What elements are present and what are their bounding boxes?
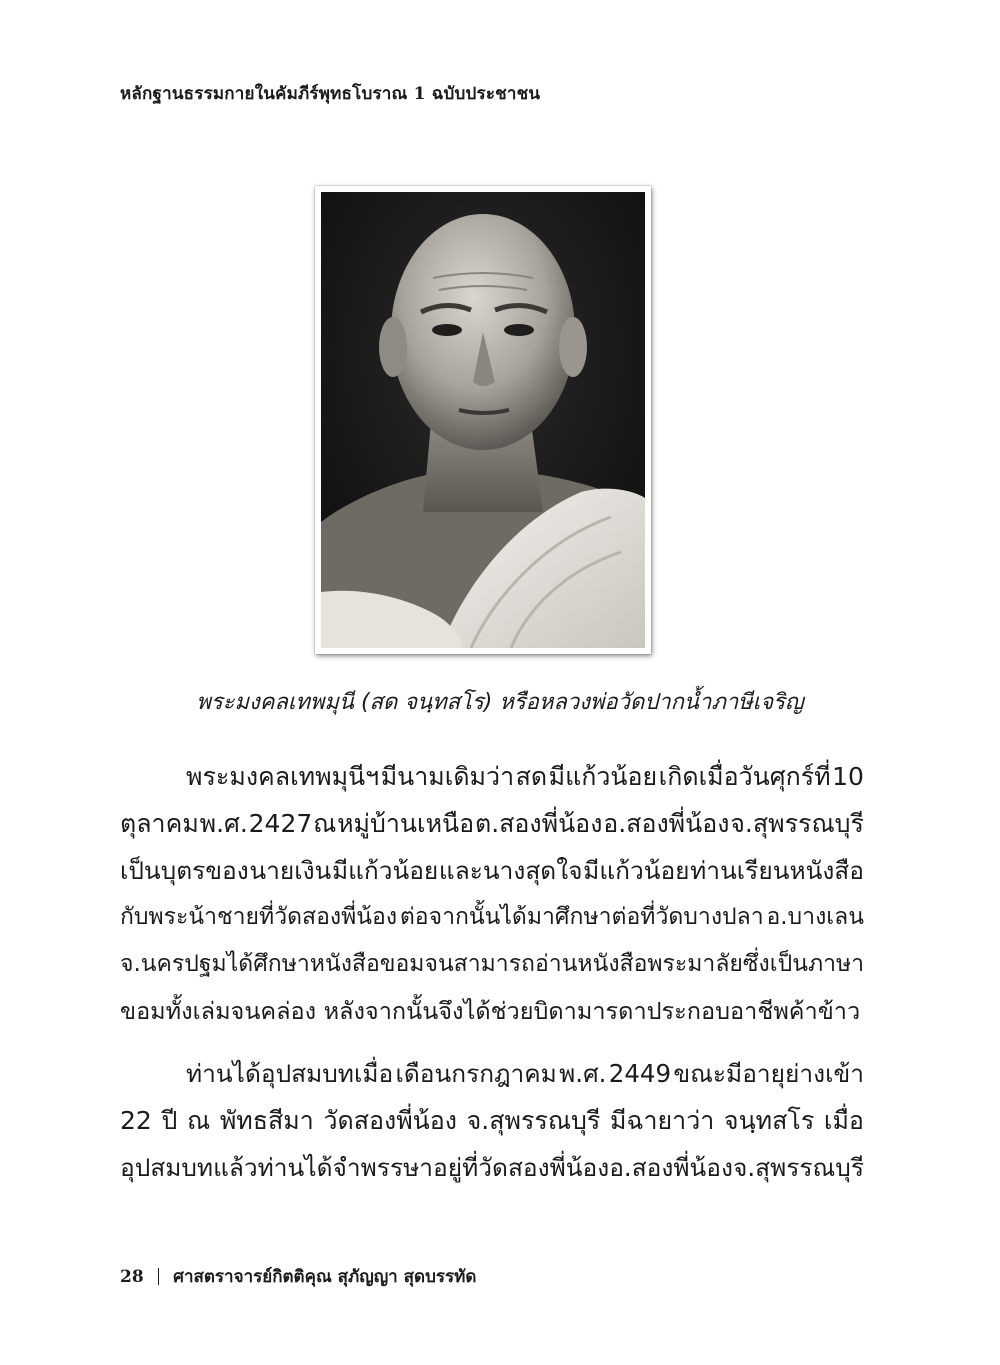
- word: ซึ่งเป็นภาษา: [742, 951, 865, 977]
- paragraph-line: [120, 800, 864, 847]
- page-footer: [120, 1263, 476, 1290]
- word: วัดสองพี่น้อง: [323, 1106, 457, 1135]
- word: 2427: [248, 809, 313, 838]
- word: สด: [515, 762, 548, 791]
- word: ณ: [313, 809, 337, 838]
- word: พ.ศ.: [199, 809, 248, 838]
- paragraph-line: [120, 988, 864, 1035]
- paragraph-2: [120, 1050, 864, 1191]
- word: จนฺทสโร: [723, 1106, 815, 1135]
- word: ท่านได้อุปสมบทเมื่อ: [186, 1059, 394, 1088]
- word: ณ: [186, 1106, 211, 1135]
- word: ต่อจากนั้นได้มาศึกษาต่อที่วัดบางปลา: [399, 904, 764, 930]
- paragraph-line: [120, 1144, 864, 1191]
- paragraph-line: [120, 1097, 864, 1144]
- word: มีแก้วน้อย: [548, 762, 658, 791]
- word: จ.สุพรรณบุรี: [730, 809, 864, 838]
- running-header: หลักฐานธรรมกายในคัมภีร์พุทธโบราณ 1 ฉบับประชาชน: [120, 84, 541, 104]
- line-text: ขอมทั้งเล่มจนคล่อง หลังจากนั้นจึงได้ช่วยบิดามารดาประกอบอาชีพค้าข้าว: [120, 997, 861, 1025]
- word: ท่านเรียนหนังสือ: [690, 856, 864, 885]
- word: พระมงคลเทพมุนีฯ: [186, 762, 380, 791]
- paragraph-line: [120, 894, 864, 941]
- word: ตุลาคม: [120, 809, 199, 838]
- word: อุปสมบทแล้วท่านได้จำพรรษาอยู่ที่: [120, 1153, 479, 1182]
- word: 2449: [608, 1059, 672, 1088]
- word: นายเงิน: [249, 856, 332, 885]
- word: 22: [120, 1106, 152, 1135]
- word: พ.ศ.: [559, 1059, 607, 1088]
- word: พัทธสีมา: [219, 1106, 314, 1135]
- word: อ.บางเลน: [766, 904, 864, 930]
- word: อ.สองพี่น้อง: [609, 1153, 733, 1182]
- word: ต.สองพี่น้อง: [474, 809, 603, 838]
- word: เป็นบุตรของ: [120, 856, 249, 885]
- portrait-image: [321, 192, 645, 648]
- word: 10: [832, 762, 864, 791]
- word: จ.สุพรรณบุรี: [466, 1106, 601, 1135]
- word: วัดสองพี่น้อง: [478, 1153, 610, 1182]
- word: อ.สองพี่น้อง: [603, 809, 730, 838]
- paragraph-line: [120, 753, 864, 800]
- paragraph-line: [120, 1050, 864, 1097]
- word: มีแก้วน้อย: [583, 856, 690, 885]
- word: จ.สุพรรณบุรี: [732, 1153, 864, 1182]
- word: ขณะมีอายุย่างเข้า: [673, 1059, 864, 1088]
- paragraph-1: [120, 753, 864, 1035]
- portrait-photo-frame: [315, 186, 651, 654]
- word: และนางสุดใจ: [438, 856, 583, 885]
- paragraph-line: [120, 847, 864, 894]
- word: หมู่บ้านเหนือ: [337, 809, 475, 838]
- page-number: 28: [120, 1266, 144, 1287]
- word: มีแก้วน้อย: [331, 856, 439, 885]
- word: เกิดเมื่อวันศุกร์ที่: [658, 762, 831, 791]
- footer-separator: [158, 1268, 160, 1285]
- word: เมื่อ: [823, 1106, 864, 1135]
- photo-caption: พระมงคลเทพมุนี (สด จนฺทสโร) หรือหลวงพ่อวัดปากน้ำภาษีเจริญ: [196, 690, 804, 715]
- word: มีนามเดิมว่า: [380, 762, 515, 791]
- word: ปี: [161, 1106, 178, 1135]
- word: ได้ศึกษาหนังสือขอมจนสามารถอ่านหนังสือพระมาลัย: [226, 951, 743, 977]
- word: กับพระน้าชายที่วัดสองพี่น้อง: [120, 904, 398, 930]
- portrait-photo: [321, 192, 645, 648]
- word: มีฉายาว่า: [609, 1106, 715, 1135]
- word: จ.นครปฐม: [120, 951, 227, 977]
- word: เดือนกรกฎาคม: [395, 1059, 557, 1088]
- footer-author: ศาสตราจารย์กิตติคุณ สุภัญญา สุดบรรทัด: [173, 1267, 477, 1287]
- paragraph-line: [120, 941, 864, 988]
